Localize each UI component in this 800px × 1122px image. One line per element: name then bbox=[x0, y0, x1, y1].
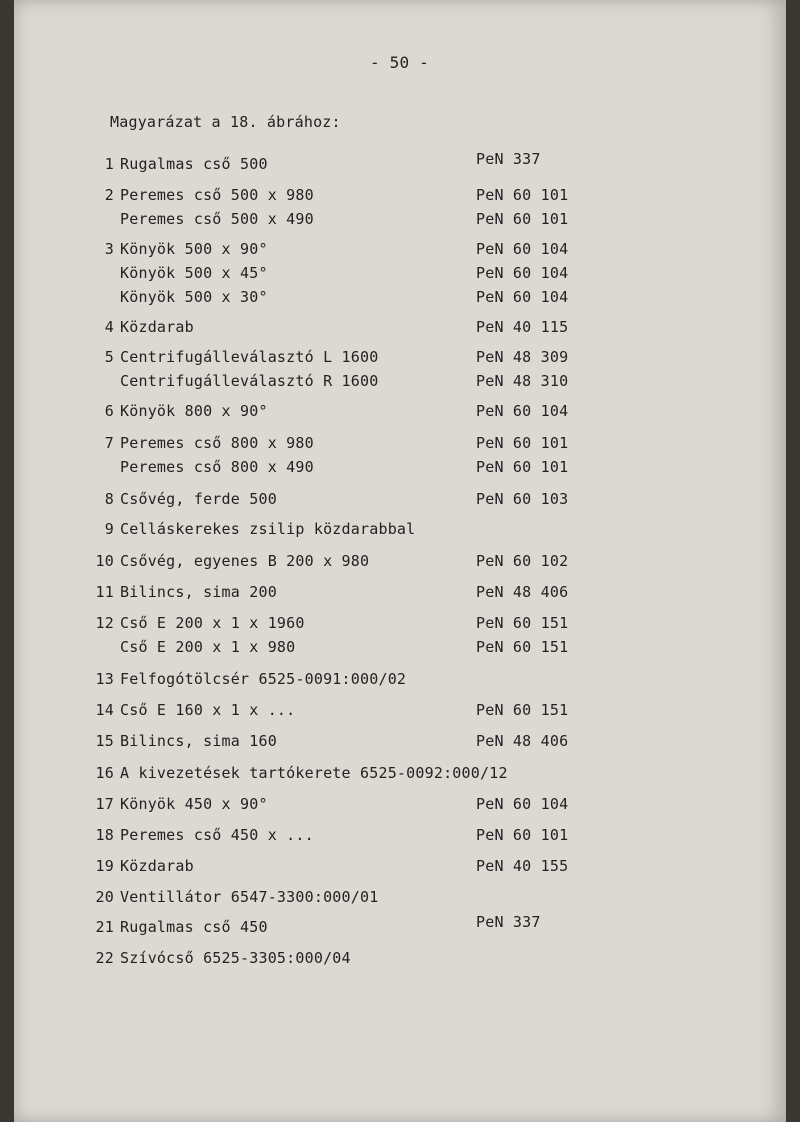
item-description: Peremes cső 450 x ... bbox=[120, 826, 314, 844]
item-standard-code: PeN 60 104 bbox=[476, 264, 569, 282]
item-standard-code: PeN 60 151 bbox=[476, 638, 569, 656]
item-standard-code: PeN 48 309 bbox=[476, 348, 569, 366]
item-description: Könyök 500 x 90° bbox=[120, 240, 268, 258]
item-description: Rugalmas cső 500 bbox=[120, 155, 268, 173]
item-standard-code: PeN 48 406 bbox=[476, 583, 569, 601]
item-description: Rugalmas cső 450 bbox=[120, 918, 268, 936]
item-number: 6 bbox=[104, 402, 114, 420]
item-description: Közdarab bbox=[120, 857, 194, 875]
item-standard-code: PeN 60 101 bbox=[476, 458, 569, 476]
item-description: Közdarab bbox=[120, 318, 194, 336]
item-number: 3 bbox=[104, 240, 114, 258]
item-description: Cső E 200 x 1 x 1960 bbox=[120, 614, 305, 632]
item-description: Bilincs, sima 200 bbox=[120, 583, 277, 601]
item-description: Peremes cső 500 x 980 bbox=[120, 186, 314, 204]
item-description: Peremes cső 800 x 490 bbox=[120, 458, 314, 476]
item-standard-code: PeN 60 101 bbox=[476, 210, 569, 228]
item-description: Csővég, egyenes B 200 x 980 bbox=[120, 552, 370, 570]
item-standard-code: PeN 60 104 bbox=[476, 402, 569, 420]
item-number: 2 bbox=[104, 186, 114, 204]
item-number: 21 bbox=[95, 918, 114, 936]
document-page bbox=[14, 0, 786, 1122]
item-description: Könyök 800 x 90° bbox=[120, 402, 268, 420]
item-standard-code: PeN 60 104 bbox=[476, 795, 569, 813]
item-number: 9 bbox=[104, 520, 114, 538]
item-number: 17 bbox=[95, 795, 114, 813]
item-number: 7 bbox=[104, 434, 114, 452]
item-number: 5 bbox=[104, 348, 114, 366]
item-standard-code: PeN 60 102 bbox=[476, 552, 569, 570]
item-description: Bilincs, sima 160 bbox=[120, 732, 277, 750]
item-standard-code: PeN 60 101 bbox=[476, 434, 569, 452]
item-description: Felfogótölcsér 6525-0091:000/02 bbox=[120, 670, 407, 688]
item-description: Cső E 160 x 1 x ... bbox=[120, 701, 296, 719]
item-number: 16 bbox=[95, 764, 114, 782]
item-description: Centrifugálleválasztó R 1600 bbox=[120, 372, 379, 390]
item-number: 11 bbox=[95, 583, 114, 601]
item-number: 1 bbox=[104, 155, 114, 173]
item-number: 18 bbox=[95, 826, 114, 844]
item-number: 22 bbox=[95, 949, 114, 967]
item-number: 10 bbox=[95, 552, 114, 570]
item-number: 12 bbox=[95, 614, 114, 632]
item-standard-code: PeN 60 151 bbox=[476, 701, 569, 719]
item-standard-code: PeN 48 406 bbox=[476, 732, 569, 750]
item-description: Peremes cső 800 x 980 bbox=[120, 434, 314, 452]
item-standard-code: PeN 60 151 bbox=[476, 614, 569, 632]
item-standard-code: PeN 60 104 bbox=[476, 240, 569, 258]
item-description: Peremes cső 500 x 490 bbox=[120, 210, 314, 228]
page-number: - 50 - bbox=[370, 53, 429, 72]
item-number: 19 bbox=[95, 857, 114, 875]
item-number: 13 bbox=[95, 670, 114, 688]
page-heading: Magyarázat a 18. ábrához: bbox=[110, 113, 341, 131]
item-standard-code: PeN 40 115 bbox=[476, 318, 569, 336]
item-standard-code: PeN 60 104 bbox=[476, 288, 569, 306]
item-standard-code: PeN 60 101 bbox=[476, 826, 569, 844]
item-standard-code: PeN 337 bbox=[476, 150, 541, 168]
item-standard-code: PeN 337 bbox=[476, 913, 541, 931]
item-number: 14 bbox=[95, 701, 114, 719]
item-description: Centrifugálleválasztó L 1600 bbox=[120, 348, 379, 366]
item-standard-code: PeN 60 101 bbox=[476, 186, 569, 204]
item-description: Könyök 500 x 45° bbox=[120, 264, 268, 282]
item-description: A kivezetések tartókerete 6525-0092:000/12 bbox=[120, 764, 508, 782]
item-description: Cső E 200 x 1 x 980 bbox=[120, 638, 296, 656]
item-standard-code: PeN 48 310 bbox=[476, 372, 569, 390]
item-description: Könyök 500 x 30° bbox=[120, 288, 268, 306]
item-standard-code: PeN 40 155 bbox=[476, 857, 569, 875]
item-description: Celláskerekes zsilip közdarabbal bbox=[120, 520, 416, 538]
item-number: 15 bbox=[95, 732, 114, 750]
item-description: Csővég, ferde 500 bbox=[120, 490, 277, 508]
item-description: Szívócső 6525-3305:000/04 bbox=[120, 949, 351, 967]
item-standard-code: PeN 60 103 bbox=[476, 490, 569, 508]
item-number: 8 bbox=[104, 490, 114, 508]
item-number: 20 bbox=[95, 888, 114, 906]
item-description: Ventillátor 6547-3300:000/01 bbox=[120, 888, 379, 906]
item-description: Könyök 450 x 90° bbox=[120, 795, 268, 813]
item-number: 4 bbox=[104, 318, 114, 336]
